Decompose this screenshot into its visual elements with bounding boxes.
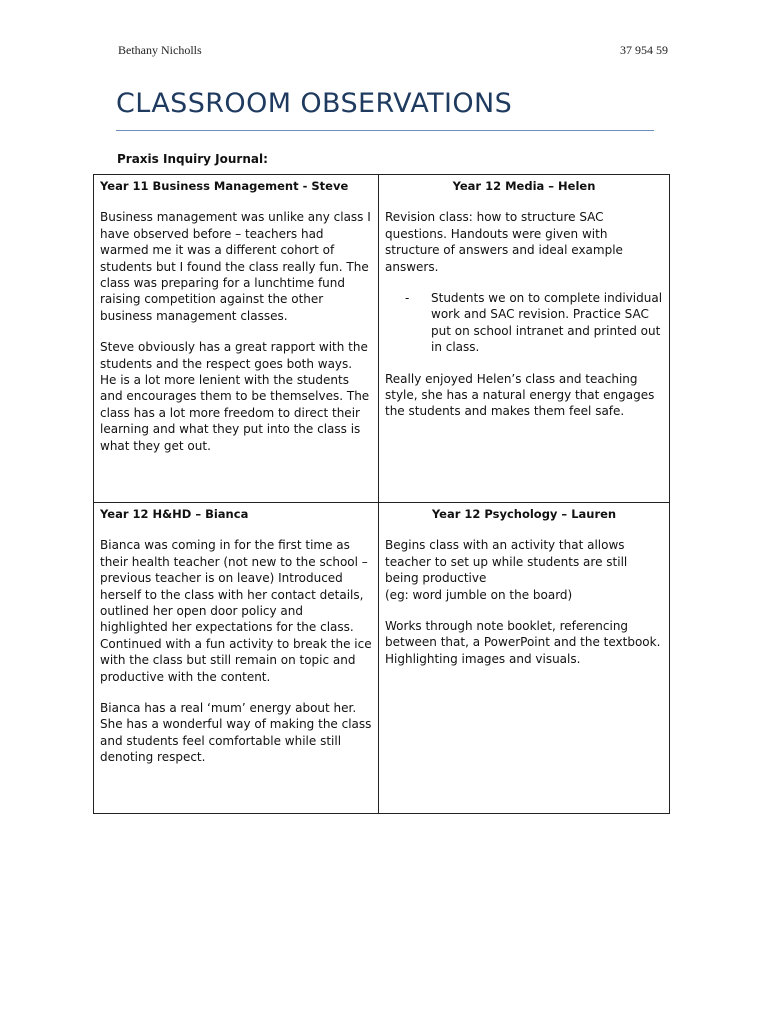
cell-paragraph: Revision class: how to structure SAC questions. Handouts were given with structure of answers and ideal example answers. (385, 210, 623, 274)
observations-table (93, 174, 670, 814)
header-author: Bethany Nicholls (118, 43, 202, 57)
table-row (94, 503, 670, 814)
cell-paragraph: Works through note booklet, referencing between that, a PowerPoint and the textbook. Highlighting images and visuals. (385, 619, 661, 666)
cell-heading: Year 12 H&HD – Bianca (100, 507, 249, 521)
cell-paragraph: Bianca has a real ‘mum’ energy about her. She has a wonderful way of making the class and students feel comfortable while still denoting respect. (100, 701, 372, 765)
cell-paragraph: Business management was unlike any class I have observed before – teachers had warmed me it was a different cohort of students but I found the class really fun. The class was preparing for a lunchtime fund raising competition against the other business management classes. (100, 210, 371, 323)
cell-paragraph: Begins class with an activity that allows teacher to set up while students are still being productive (385, 538, 628, 586)
cell-business-management (94, 175, 379, 503)
cell-paragraph: Bianca was coming in for the first time as their health teacher (not new to the school – previous teacher is on leave) Introduced herself to the class with her contact details, outlined her open door policy and highlighted her expectations for the class. Continued with a fun activity to break the ice with the class but still remain on topic and productive with the content. (100, 538, 372, 684)
cell-paragraph: (eg: word jumble on the board) (385, 587, 573, 602)
title-underline (116, 130, 654, 131)
cell-paragraph: Really enjoyed Helen’s class and teaching style, she has a natural energy that engages the students and makes them feel safe. (385, 371, 655, 419)
cell-paragraph: Steve obviously has a great rapport with the students and the respect goes both ways. He is a lot more lenient with the students and encourages them to be themselves. The class has a lot more freedom to direct their learning and what they put into the class is what they get out. (100, 340, 370, 453)
bullet-dash: - (405, 291, 410, 306)
journal-subtitle: Praxis Inquiry Journal: (117, 152, 268, 166)
bullet-text: Students we on to complete individual work and SAC revision. Practice SAC put on school intranet and printed out in class. (431, 291, 663, 355)
cell-heading: Year 12 Media – Helen (452, 179, 596, 193)
page-title: CLASSROOM OBSERVATIONS (116, 88, 513, 119)
cell-heading: Year 12 Psychology – Lauren (431, 507, 617, 521)
list-item (385, 290, 663, 356)
cell-psychology (379, 503, 670, 814)
cell-heading: Year 11 Business Management - Steve (100, 179, 349, 193)
cell-media (379, 175, 670, 503)
header-student-id: 37 954 59 (620, 43, 668, 57)
cell-health-hd (94, 503, 379, 814)
table-row (94, 175, 670, 503)
